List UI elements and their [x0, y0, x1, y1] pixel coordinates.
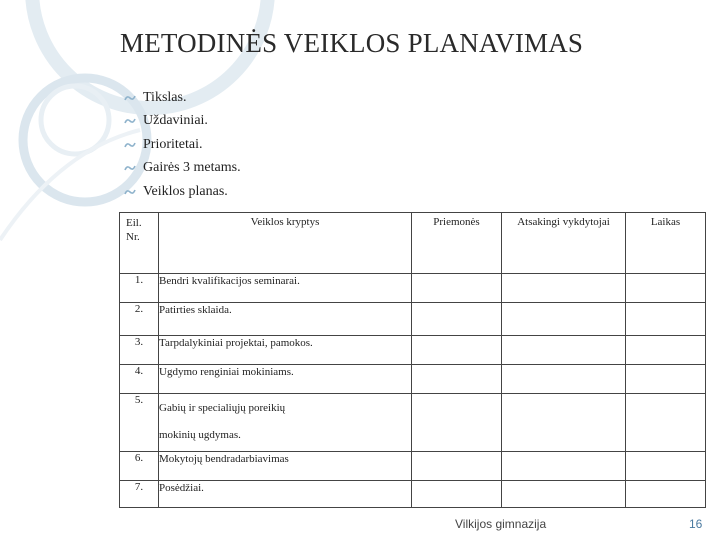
- bullet-text: Uždaviniai.: [143, 113, 208, 129]
- row-nr: 7.: [120, 481, 159, 508]
- row-responsible: [502, 274, 626, 303]
- row-time: [626, 274, 706, 303]
- row-direction: Mokytojų bendradarbiavimas: [159, 452, 412, 481]
- row-nr: 5.: [120, 394, 159, 452]
- bullet-item: [124, 110, 241, 134]
- activity-plan-table: [119, 212, 706, 508]
- row-means: [412, 452, 502, 481]
- bullet-swirl-icon: [124, 187, 136, 197]
- row-direction: Ugdymo renginiai mokiniams.: [159, 365, 412, 394]
- header-means: Priemonės: [412, 213, 502, 274]
- table-header-row: [120, 213, 706, 274]
- bullet-item: [124, 157, 241, 181]
- row-nr: 3.: [120, 336, 159, 365]
- row-time: [626, 303, 706, 336]
- row-time: [626, 394, 706, 452]
- row-responsible: [502, 336, 626, 365]
- header-responsible: Atsakingi vykdytojai: [502, 213, 626, 274]
- row-direction: Patirties sklaida.: [159, 303, 412, 336]
- row-time: [626, 481, 706, 508]
- header-nr: Eil. Nr.: [120, 213, 159, 274]
- bullet-list: [124, 86, 241, 204]
- footer-school-name: Vilkijos gimnazija: [455, 517, 547, 531]
- row-means: [412, 303, 502, 336]
- bullet-text: Tikslas.: [143, 89, 187, 105]
- row-responsible: [502, 303, 626, 336]
- row-nr: 1.: [120, 274, 159, 303]
- table-row: [120, 303, 706, 336]
- row-responsible: [502, 481, 626, 508]
- header-time: Laikas: [626, 213, 706, 274]
- row-direction: Gabių ir specialiųjų poreikių mokinių ugdymas.: [159, 394, 412, 452]
- table-row: [120, 452, 706, 481]
- row-direction: Posėdžiai.: [159, 481, 412, 508]
- row-direction: Tarpdalykiniai projektai, pamokos.: [159, 336, 412, 365]
- row-means: [412, 481, 502, 508]
- bullet-swirl-icon: [124, 140, 136, 150]
- row-means: [412, 274, 502, 303]
- row-responsible: [502, 394, 626, 452]
- row-nr: 6.: [120, 452, 159, 481]
- row-direction: Bendri kvalifikacijos seminarai.: [159, 274, 412, 303]
- row-means: [412, 336, 502, 365]
- row-time: [626, 365, 706, 394]
- bullet-item: [124, 133, 241, 157]
- bullet-text: Gairės 3 metams.: [143, 160, 241, 176]
- row-means: [412, 394, 502, 452]
- bullet-text: Prioritetai.: [143, 136, 203, 152]
- bullet-swirl-icon: [124, 163, 136, 173]
- decor-circle-small: [41, 86, 109, 154]
- bullet-item: [124, 86, 241, 110]
- row-time: [626, 452, 706, 481]
- row-means: [412, 365, 502, 394]
- bullet-item: [124, 180, 241, 204]
- row-responsible: [502, 452, 626, 481]
- table-row: [120, 481, 706, 508]
- bullet-text: Veiklos planas.: [143, 183, 228, 199]
- page-number: 16: [689, 517, 703, 531]
- table-row: [120, 365, 706, 394]
- row-responsible: [502, 365, 626, 394]
- slide-title: METODINĖS VEIKLOS PLANAVIMAS: [120, 28, 584, 58]
- table-row: [120, 336, 706, 365]
- bullet-swirl-icon: [124, 93, 136, 103]
- row-time: [626, 336, 706, 365]
- table-row: [120, 394, 706, 452]
- row-nr: 4.: [120, 365, 159, 394]
- table-row: [120, 274, 706, 303]
- header-direction: Veiklos kryptys: [159, 213, 412, 274]
- row-nr: 2.: [120, 303, 159, 336]
- bullet-swirl-icon: [124, 116, 136, 126]
